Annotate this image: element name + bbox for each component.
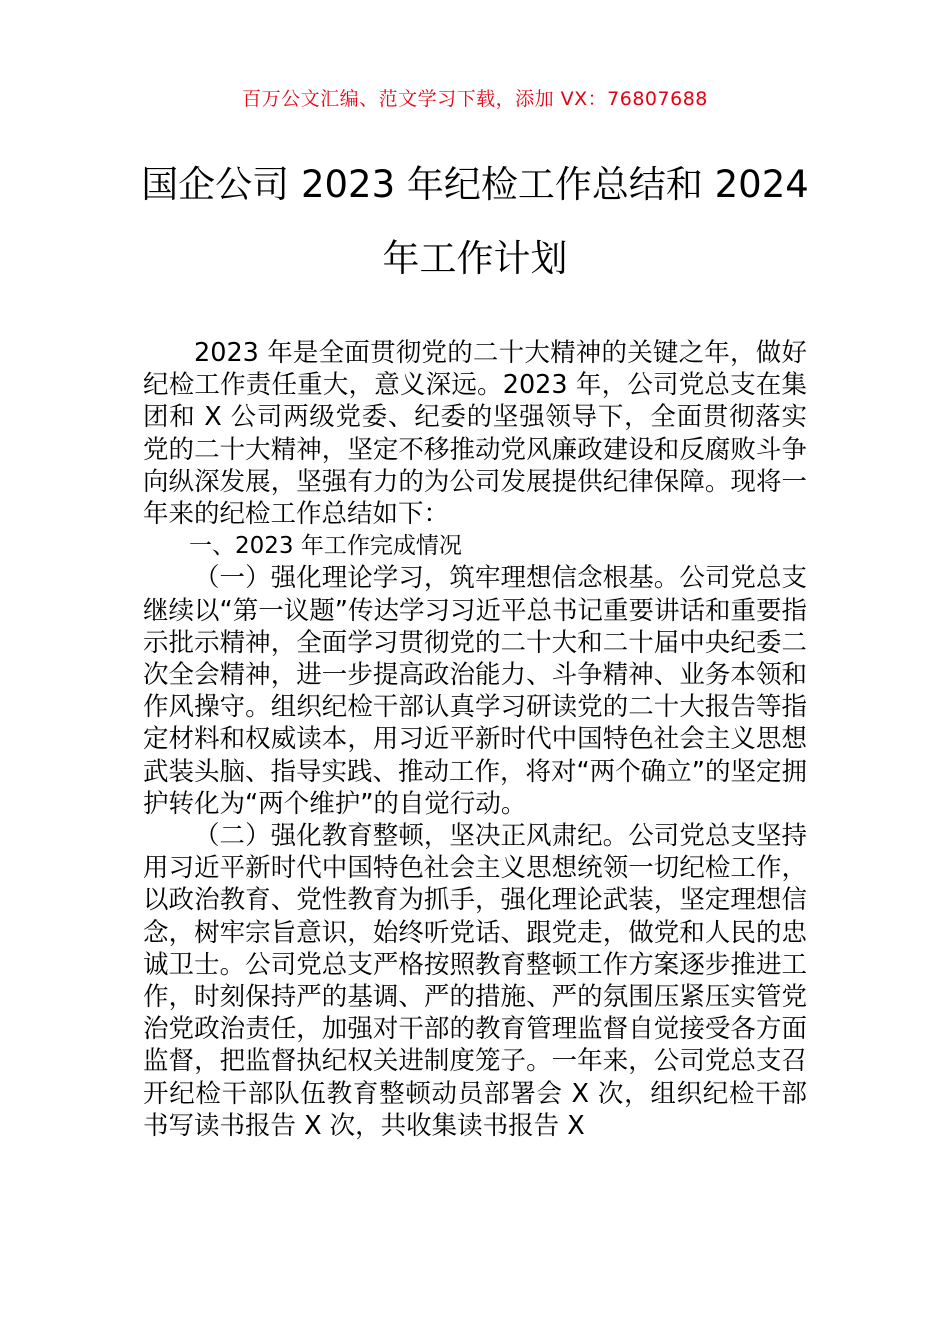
document-body: [143, 337, 807, 1142]
section-heading: 一、2023 年工作完成情况: [189, 533, 462, 560]
header-contact-note: 百万公文汇编、范文学习下载，添加 VX：76807688: [242, 88, 708, 110]
intro-paragraph: 2023 年是全面贯彻党的二十大精神的关键之年，做好纪检工作责任重大，意义深远。2023 年，公司党总支在集团和 X 公司两级党委、纪委的坚强领导下，全面贯彻落实党的二十大精神，坚定不移推动党风廉政建设和反腐败斗争向纵深发展，坚强有力的为公司发展提供纪律保障。现将一年来的纪检工作总结如下：: [143, 338, 807, 530]
section-2-paragraph: （二）强化教育整顿，坚决正风肃纪。公司党总支坚持用习近平新时代中国特色社会主义思想统领一切纪检工作，以政治教育、党性教育为抓手，强化理论武装，坚定理想信念，树牢宗旨意识，始终听党话、跟党走，做党和人民的忠诚卫士。公司党总支严格按照教育整顿工作方案逐步推进工作，时刻保持严的基调、严的措施、严的氛围压紧压实管党治党政治责任，加强对干部的教育管理监督自觉接受各方面监督，把监督执纪权关进制度笼子。一年来，公司党总支召开纪检干部队伍教育整顿动员部署会 X 次，组织纪检干部书写读书报告 X 次，共收集读书报告 X: [143, 821, 807, 1141]
section-1-paragraph: （一）强化理论学习，筑牢理想信念根基。公司党总支继续以“第一议题”传达学习习近平总书记重要讲话和重要指示批示精神，全面学习贯彻党的二十大和二十届中央纪委二次全会精神，进一步提高政治能力、斗争精神、业务本领和作风操守。组织纪检干部认真学习研读党的二十大报告等指定材料和权威读本，用习近平新时代中国特色社会主义思想武装头脑、指导实践、推动工作，将对“两个确立”的坚定拥护转化为“两个维护”的自觉行动。: [143, 563, 807, 819]
document-title: 国企公司 2023 年纪检工作总结和 2024 年工作计划: [141, 163, 809, 280]
